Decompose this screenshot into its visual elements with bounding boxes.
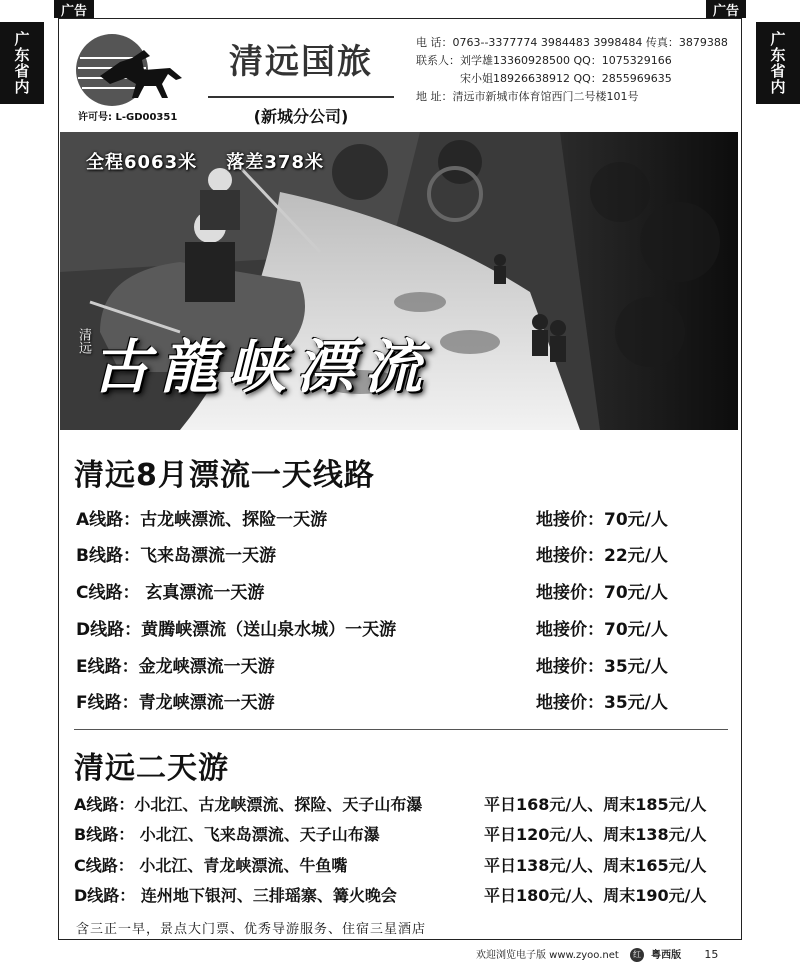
route-name: D线路： 连州地下银河、三排瑶寨、篝火晚会 — [74, 886, 397, 905]
footer-edition: 粤西版 — [651, 950, 682, 961]
route-name: E线路：金龙峡漂流一天游 — [76, 657, 275, 677]
section2-title: 清远二天游 — [74, 751, 229, 786]
contact-address: 地 址：清远市新城市体育馆西门二号楼101号 — [416, 90, 639, 103]
route-price: 平日138元/人、周末165元/人 — [484, 856, 707, 875]
route-price: 地接价：70元/人 — [536, 620, 668, 640]
rafting-title: 古龍峡漂流 — [92, 333, 433, 401]
route-price: 地接价：35元/人 — [536, 657, 668, 677]
contact-person-1: 联系人：刘学雄13360928500 QQ：1075329166 — [416, 54, 672, 67]
stat-length: 全程6063米 — [86, 152, 198, 173]
horse-logo-icon — [70, 28, 190, 108]
route-price: 平日120元/人、周末138元/人 — [484, 825, 707, 844]
route-name: C线路： 玄真漂流一天游 — [76, 583, 265, 603]
brand-name: 清远国旅 — [229, 42, 373, 82]
license-number: 许可号: L-GD00351 — [78, 112, 178, 123]
route-name: D线路：黄腾峡漂流（送山泉水城）一天游 — [76, 620, 397, 640]
route-price: 地接价：35元/人 — [536, 693, 668, 713]
region-tag-left: 广东省内 — [0, 22, 44, 104]
ad-tag-right: 广告 — [706, 0, 746, 18]
route-name: B线路： 小北江、飞来岛漂流、天子山布瀑 — [74, 825, 380, 844]
footer-url-text: 欢迎浏览电子版 www.zyoo.net — [476, 950, 619, 961]
route-price: 平日168元/人、周末185元/人 — [484, 795, 707, 814]
route-name: F线路：青龙峡漂流一天游 — [76, 693, 275, 713]
region-tag-right: 广东省内 — [756, 22, 800, 104]
route-price: 地接价：22元/人 — [536, 546, 668, 566]
page-footer — [476, 946, 718, 962]
brand-block — [208, 34, 394, 126]
brand-divider — [208, 96, 394, 98]
rafting-photo — [60, 132, 738, 430]
route-price: 地接价：70元/人 — [536, 583, 668, 603]
ad-tag-left: 广告 — [54, 0, 94, 18]
section1-title: 清远8月漂流一天线路 — [74, 458, 375, 493]
page-number: 15 — [704, 948, 719, 961]
footer-badge: 红 — [630, 948, 644, 962]
route-name: B线路：飞来岛漂流一天游 — [76, 546, 276, 566]
stat-drop: 落差378米 — [226, 152, 324, 173]
route-price: 平日180元/人、周末190元/人 — [484, 886, 707, 905]
contact-phone: 电 话：0763--3377774 3984483 3998484 传真：3879388 — [416, 36, 728, 49]
route-price: 地接价：70元/人 — [536, 510, 668, 530]
package-note: 含三正一早，景点大门票、优秀导游服务、住宿三星酒店 — [76, 922, 427, 937]
route-name: A线路：小北江、古龙峡漂流、探险、天子山布瀑 — [74, 795, 423, 814]
branch-name: (新城分公司) — [253, 107, 349, 126]
rafting-stats — [86, 148, 346, 174]
photo-small-mark: 清远 — [76, 328, 91, 354]
route-name: A线路：古龙峡漂流、探险一天游 — [76, 510, 328, 530]
ad-header — [60, 22, 740, 132]
contact-block — [416, 34, 728, 106]
section-divider — [74, 729, 728, 730]
contact-person-2: 宋小姐18926638912 QQ：2855969635 — [460, 72, 672, 85]
route-name: C线路： 小北江、青龙峡漂流、牛鱼嘴 — [74, 856, 348, 875]
